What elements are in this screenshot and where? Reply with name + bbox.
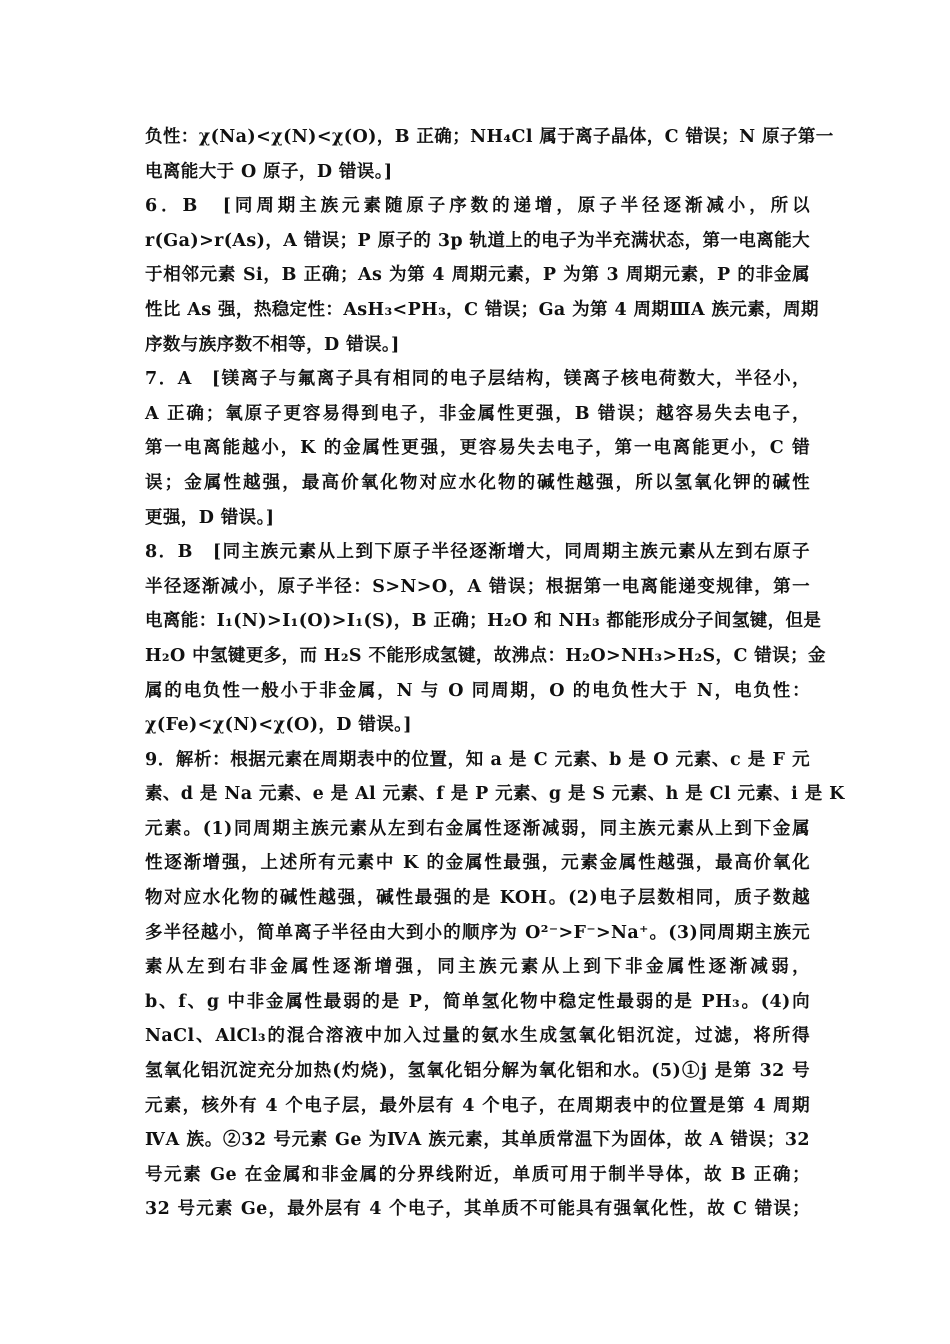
text-line: χ(Fe)<χ(N)<χ(O)，D 错误。] — [145, 715, 412, 736]
text-line: 属的电负性一般小于非金属，N 与 O 同周期，O 的电负性大于 N，电负性： — [145, 680, 810, 701]
text-line: 电离能：I₁(N)>I₁(O)>I₁(S)，B 正确；H₂O 和 NH₃ 都能形成分子间氢键，但是 — [145, 611, 822, 632]
text-line: ⅣA 族。②32 号元素 Ge 为ⅣA 族元素，其单质常温下为固体，故 A 错误；32 — [145, 1130, 810, 1151]
text-line: 元素，核外有 4 个电子层，最外层有 4 个电子，在周期表中的位置是第 4 周期 — [145, 1095, 810, 1116]
text-line: 6．B [同周期主族元素随原子序数的递增，原子半径逐渐减小，所以 — [145, 196, 810, 217]
text-line: 素从左到右非金属性逐渐增强，同主族元素从上到下非金属性逐渐减弱， — [145, 957, 810, 978]
text-line: 氢氧化铝沉淀充分加热(灼烧)，氢氧化铝分解为氧化铝和水。(5)①j 是第 32 号 — [145, 1061, 810, 1082]
text-line: 半径逐渐减小，原子半径：S>N>O，A 错误；根据第一电离能递变规律，第一 — [145, 576, 810, 597]
text-line: 32 号元素 Ge，最外层有 4 个电子，其单质不可能具有强氧化性，故 C 错误； — [145, 1199, 810, 1220]
text-line: 电离能大于 O 原子，D 错误。] — [145, 161, 393, 182]
text-line: 负性：χ(Na)<χ(N)<χ(O)，B 正确；NH₄Cl 属于离子晶体，C 错误；N 原子第一 — [145, 127, 834, 147]
text-line: 7．A [镁离子与氟离子具有相同的电子层结构，镁离子核电荷数大，半径小， — [145, 369, 810, 390]
text-line: A 正确；氧原子更容易得到电子，非金属性更强，B 错误；越容易失去电子， — [145, 403, 810, 424]
answer-text-body — [145, 120, 845, 1227]
text-line: 元素。(1)同周期主族元素从左到右金属性逐渐减弱，同主族元素从上到下金属 — [145, 818, 810, 839]
text-line: 性比 As 强，热稳定性：AsH₃<PH₃，C 错误；Ga 为第 4 周期ⅢA 族元素，周期 — [145, 299, 819, 320]
text-line: 物对应水化物的碱性越强，碱性最强的是 KOH。(2)电子层数相同，质子数越 — [145, 888, 810, 909]
text-line: 8．B [同主族元素从上到下原子半径逐渐增大，同周期主族元素从左到右原子 — [145, 542, 810, 563]
text-line: 9．解析：根据元素在周期表中的位置，知 a 是 C 元素、b 是 O 元素、c 是 F 元 — [145, 749, 810, 770]
text-line: H₂O 中氢键更多，而 H₂S 不能形成氢键，故沸点：H₂O>NH₃>H₂S，C 错误；金 — [145, 645, 826, 666]
text-line: 误；金属性越强，最高价氧化物对应水化物的碱性越强，所以氢氧化钾的碱性 — [145, 472, 810, 493]
text-line: 素、d 是 Na 元素、e 是 Al 元素、f 是 P 元素、g 是 S 元素、h 是 Cl 元素、i 是 K — [145, 784, 845, 805]
text-line: 于相邻元素 Si，B 正确；As 为第 4 周期元素，P 为第 3 周期元素，P 的非金属 — [145, 265, 810, 286]
text-line: 第一电离能越小，K 的金属性更强，更容易失去电子，第一电离能更小，C 错 — [145, 438, 810, 459]
text-line: b、f、g 中非金属性最弱的是 P，简单氢化物中稳定性最弱的是 PH₃。(4)向 — [145, 991, 810, 1012]
text-line: 多半径越小，简单离子半径由大到小的顺序为 O²⁻>F⁻>Na⁺。(3)同周期主族元 — [145, 922, 810, 943]
text-line: 号元素 Ge 在金属和非金属的分界线附近，单质可用于制半导体，故 B 正确； — [145, 1164, 810, 1185]
text-line: 序数与族序数不相等，D 错误。] — [145, 334, 400, 355]
text-line: 性逐渐增强，上述所有元素中 K 的金属性最强，元素金属性越强，最高价氧化 — [145, 853, 810, 874]
text-line: r(Ga)>r(As)，A 错误；P 原子的 3p 轨道上的电子为半充满状态，第一电离能大 — [145, 230, 810, 251]
text-line: NaCl、AlCl₃的混合溶液中加入过量的氨水生成氢氧化铝沉淀，过滤，将所得 — [145, 1026, 810, 1047]
text-line: 更强，D 错误。] — [145, 507, 275, 528]
